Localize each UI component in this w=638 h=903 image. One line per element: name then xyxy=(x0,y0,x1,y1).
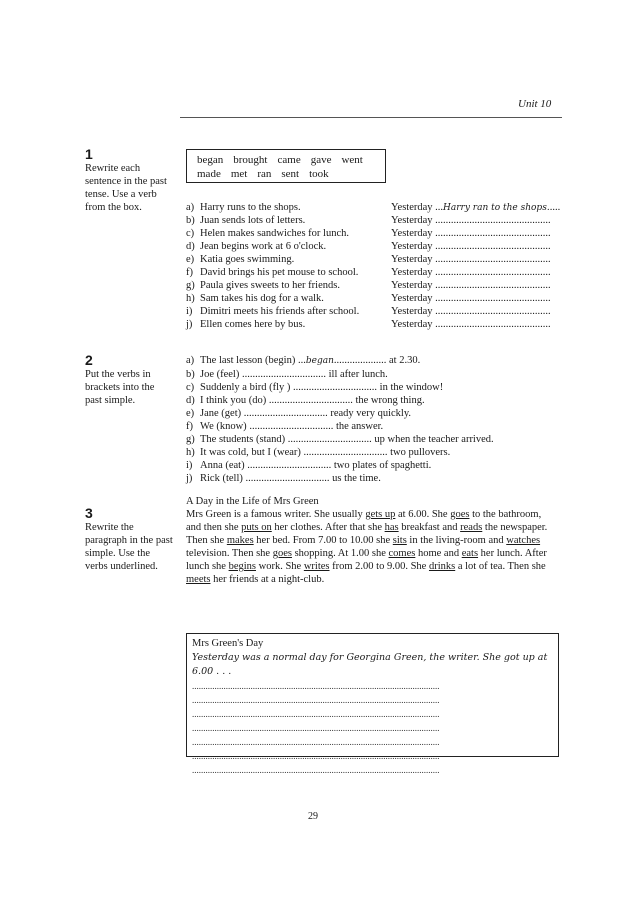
paragraph-text: to the bathroom, and then she xyxy=(186,509,542,533)
item-after: the wrong thing. xyxy=(352,395,425,406)
item-sentence: Juan sends lots of letters. xyxy=(200,215,306,226)
verb-box-word: brought xyxy=(233,154,268,166)
item-label: e) xyxy=(186,408,195,419)
answer-prefix: Yesterday xyxy=(391,228,436,239)
item-label: i) xyxy=(186,306,193,317)
underlined-verb: goes xyxy=(450,509,470,520)
exercise-1-item xyxy=(186,279,558,292)
answer-dots: ............................................ xyxy=(435,267,551,278)
item-label: i) xyxy=(186,460,193,471)
item-label: c) xyxy=(186,382,195,393)
exercise-2-item xyxy=(186,394,494,407)
item-label: h) xyxy=(186,293,195,304)
exercise-1-item xyxy=(186,240,558,253)
item-after: ready very quickly. xyxy=(327,408,412,419)
answer-field[interactable] xyxy=(391,266,551,279)
answer-field[interactable] xyxy=(391,201,560,215)
verb-box-word: gave xyxy=(310,154,332,166)
item-after: ill after lunch. xyxy=(325,369,388,380)
exercise-2-item xyxy=(186,381,494,394)
verb-box-word: began xyxy=(197,154,224,166)
item-after: two plates of spaghetti. xyxy=(331,460,432,471)
answer-line[interactable]: .............................................................................................................. xyxy=(192,751,440,761)
item-sentence: Jean begins work at 6 o'clock. xyxy=(200,241,327,252)
answer-field[interactable] xyxy=(391,318,551,331)
item-after: in the window! xyxy=(377,382,444,393)
exercise-2-item xyxy=(186,459,494,472)
answer-line[interactable]: .............................................................................................................. xyxy=(192,737,440,747)
blank-field[interactable] xyxy=(304,447,388,458)
verb-box-word: sent xyxy=(281,168,300,180)
item-before: Anna (eat) xyxy=(200,460,248,471)
exercise-2-item xyxy=(186,354,494,368)
answer-line[interactable]: .............................................................................................................. xyxy=(192,765,440,775)
underlined-verb: eats xyxy=(461,548,479,559)
item-before: The students (stand) xyxy=(200,434,288,445)
answer-field[interactable] xyxy=(391,279,551,292)
verb-box-word: came xyxy=(277,154,301,166)
exercise-2-list xyxy=(186,354,494,485)
item-before: We (know) xyxy=(200,421,250,432)
blank-dots: ... xyxy=(297,355,306,366)
answer-lines xyxy=(192,679,553,777)
paragraph-text: home and xyxy=(415,548,462,559)
blank-field[interactable] xyxy=(244,408,328,419)
exercise-3-number: 3 xyxy=(85,505,93,521)
paragraph-text: her lunch. After lunch she xyxy=(186,548,547,572)
exercise-1-item xyxy=(186,214,558,227)
verb-box-word: made xyxy=(197,168,221,180)
paragraph-text: work. She xyxy=(256,561,304,572)
item-label: e) xyxy=(186,254,195,265)
item-label: f) xyxy=(186,267,193,278)
answer-line[interactable]: .............................................................................................................. xyxy=(192,723,440,733)
answer-dots: ............................................ xyxy=(435,293,551,304)
answer-prefix: Yesterday xyxy=(391,280,436,291)
underlined-verb: comes xyxy=(388,548,416,559)
item-label: g) xyxy=(186,434,195,445)
exercise-2-item xyxy=(186,433,494,446)
answer-prefix: Yesterday xyxy=(391,241,436,252)
unit-header: Unit 10 xyxy=(518,98,552,110)
blank-field[interactable] xyxy=(288,434,372,445)
blank-field[interactable] xyxy=(269,395,353,406)
item-label: j) xyxy=(186,473,193,484)
story-paragraph xyxy=(186,508,558,586)
underlined-verb: gets up xyxy=(365,509,396,520)
answer-prefix: Yesterday xyxy=(391,306,436,317)
underlined-verb: sits xyxy=(392,535,407,546)
item-label: c) xyxy=(186,228,195,239)
item-before: Joe (feel) xyxy=(200,369,242,380)
answer-dots: ............................................ xyxy=(435,319,551,330)
exercise-2-item xyxy=(186,472,494,485)
item-before: I think you (do) xyxy=(200,395,269,406)
header-rule xyxy=(180,117,562,118)
paragraph-text: Mrs Green is a famous writer. She usually xyxy=(186,509,366,520)
answer-prefix: Yesterday xyxy=(391,293,436,304)
blank-field[interactable] xyxy=(242,369,326,380)
item-sentence: Paula gives sweets to her friends. xyxy=(200,280,340,291)
answer-box-first-line: Yesterday was a normal day for Georgina Green, the writer. She got up at 6.00 . . . xyxy=(192,652,548,677)
blank-field[interactable] xyxy=(246,473,330,484)
answer-field[interactable] xyxy=(391,214,551,227)
answer-field[interactable] xyxy=(391,253,551,266)
exercise-1-item xyxy=(186,318,558,331)
paragraph-text: from 2.00 to 9.00. She xyxy=(329,561,429,572)
item-sentence: Katia goes swimming. xyxy=(200,254,295,265)
blank-dots: ................................ xyxy=(241,369,326,380)
answer-line[interactable]: .............................................................................................................. xyxy=(192,709,440,719)
verb-box-row-1 xyxy=(197,153,375,167)
paragraph-text: in the living-room and xyxy=(406,535,507,546)
page-number: 29 xyxy=(308,811,318,822)
exercise-1-instruction: Rewrite each sentence in the past tense. Use a verb from the box. xyxy=(85,163,167,213)
exercise-2-item xyxy=(186,368,494,381)
blank-dots: ................................ xyxy=(303,447,388,458)
paragraph-text: her clothes. After that she xyxy=(271,522,385,533)
blank-field[interactable] xyxy=(298,355,386,366)
story-title: A Day in the Life of Mrs Green xyxy=(186,496,319,507)
verb-box-word: ran xyxy=(257,168,272,180)
exercise-2-number: 2 xyxy=(85,352,93,368)
underlined-verb: writes xyxy=(303,561,330,572)
item-label: a) xyxy=(186,355,195,366)
verb-box xyxy=(186,149,386,183)
answer-prefix: Yesterday xyxy=(391,254,436,265)
exercise-1-number: 1 xyxy=(85,146,93,162)
exercise-1-list xyxy=(186,201,561,331)
answer-box-title: Mrs Green's Day xyxy=(192,638,264,649)
verb-box-word: took xyxy=(309,168,329,180)
item-sentence: Dimitri meets his friends after school. xyxy=(200,306,360,317)
item-label: h) xyxy=(186,447,195,458)
exercise-2-item xyxy=(186,407,494,420)
item-after: up when the teacher arrived. xyxy=(371,434,494,445)
underlined-verb: makes xyxy=(226,535,254,546)
blank-dots: ................................ xyxy=(268,395,353,406)
exercise-1-item xyxy=(186,266,558,279)
item-label: g) xyxy=(186,280,195,291)
item-label: f) xyxy=(186,421,193,432)
paragraph-text: television. Then she xyxy=(186,548,273,559)
underlined-verb: reads xyxy=(460,522,483,533)
answer-dots: ............................................ xyxy=(435,241,551,252)
paragraph-text: a lot of tea. Then she xyxy=(455,561,546,572)
paragraph-text: breakfast and xyxy=(398,522,461,533)
answer-prefix: Yesterday xyxy=(391,215,436,226)
exercise-3-instruction: Rewrite the paragraph in the past simple. Use the verbs underlined. xyxy=(85,522,173,572)
blank-field[interactable] xyxy=(249,421,333,432)
paragraph-text: her friends at a night-club. xyxy=(210,574,325,585)
item-label: d) xyxy=(186,395,195,406)
paragraph-text: her bed. From 7.00 to 10.00 she xyxy=(253,535,393,546)
answer-dots: ............................................ xyxy=(435,215,551,226)
answer-prefix: Yesterday xyxy=(391,202,436,213)
item-sentence: David brings his pet mouse to school. xyxy=(200,267,359,278)
handwritten-answer: Harry ran to the shops. xyxy=(443,203,550,213)
answer-dots: ............................................ xyxy=(435,280,551,291)
item-before: Suddenly a bird (fly ) xyxy=(200,382,294,393)
answer-line[interactable]: .............................................................................................................. xyxy=(192,695,440,705)
item-label: b) xyxy=(186,215,195,226)
underlined-verb: meets xyxy=(186,574,211,585)
item-sentence: Helen makes sandwiches for lunch. xyxy=(200,228,349,239)
item-after: two pullovers. xyxy=(387,447,451,458)
item-after: the answer. xyxy=(333,421,384,432)
item-sentence: Ellen comes here by bus. xyxy=(200,319,306,330)
verb-box-word: met xyxy=(230,168,248,180)
blank-dots: ................................ xyxy=(249,421,334,432)
exercise-1-item xyxy=(186,227,558,240)
verb-box-row-2 xyxy=(197,167,375,181)
exercise-1-item xyxy=(186,292,558,305)
blank-dots: ................................ xyxy=(293,382,378,393)
item-after: at 2.30. xyxy=(386,355,421,366)
item-label: b) xyxy=(186,369,195,380)
paragraph-text: shopping. At 1.00 she xyxy=(291,548,389,559)
exercise-1-item xyxy=(186,253,558,266)
answer-line[interactable]: .............................................................................................................. xyxy=(192,681,440,691)
underlined-verb: drinks xyxy=(428,561,456,572)
item-before: The last lesson (begin) xyxy=(200,355,298,366)
answer-prefix: Yesterday xyxy=(391,319,436,330)
answer-field[interactable] xyxy=(391,292,551,305)
item-label: d) xyxy=(186,241,195,252)
answer-dots: .... xyxy=(549,202,561,213)
item-label: a) xyxy=(186,202,195,213)
answer-prefix: Yesterday xyxy=(391,267,436,278)
underlined-verb: goes xyxy=(272,548,292,559)
exercise-1-item xyxy=(186,305,558,318)
underlined-verb: has xyxy=(384,522,399,533)
answer-field[interactable] xyxy=(391,240,551,253)
exercise-1-item xyxy=(186,201,561,214)
underlined-verb: begins xyxy=(228,561,256,572)
answer-dots: ............................................ xyxy=(435,254,551,265)
paragraph-text: at 6.00. She xyxy=(395,509,451,520)
blank-dots: ................................ xyxy=(243,408,328,419)
paragraph-text: the newspaper. Then she xyxy=(186,522,548,546)
item-before: Rick (tell) xyxy=(200,473,246,484)
item-before: It was cold, but I (wear) xyxy=(200,447,304,458)
answer-field[interactable] xyxy=(391,227,551,240)
exercise-2-item xyxy=(186,420,494,433)
blank-field[interactable] xyxy=(247,460,331,471)
blank-dots: ................................ xyxy=(287,434,372,445)
blank-field[interactable] xyxy=(293,382,377,393)
item-before: Jane (get) xyxy=(200,408,244,419)
item-sentence: Sam takes his dog for a walk. xyxy=(200,293,324,304)
blank-dots: ................................ xyxy=(247,460,332,471)
handwritten-answer: began xyxy=(305,356,334,366)
blank-dots: .................... xyxy=(333,355,387,366)
underlined-verb: puts on xyxy=(241,522,272,533)
answer-box[interactable] xyxy=(186,633,559,775)
answer-dots: ... xyxy=(435,202,444,213)
blank-dots: ................................ xyxy=(245,473,330,484)
exercise-2-instruction: Put the verbs in brackets into the past simple. xyxy=(85,369,155,406)
exercise-2-item xyxy=(186,446,494,459)
item-label: j) xyxy=(186,319,193,330)
verb-box-word: went xyxy=(341,154,363,166)
item-sentence: Harry runs to the shops. xyxy=(200,202,301,213)
item-after: us the time. xyxy=(329,473,381,484)
underlined-verb: watches xyxy=(506,535,541,546)
answer-field[interactable] xyxy=(391,305,551,318)
answer-dots: ............................................ xyxy=(435,228,551,239)
answer-dots: ............................................ xyxy=(435,306,551,317)
